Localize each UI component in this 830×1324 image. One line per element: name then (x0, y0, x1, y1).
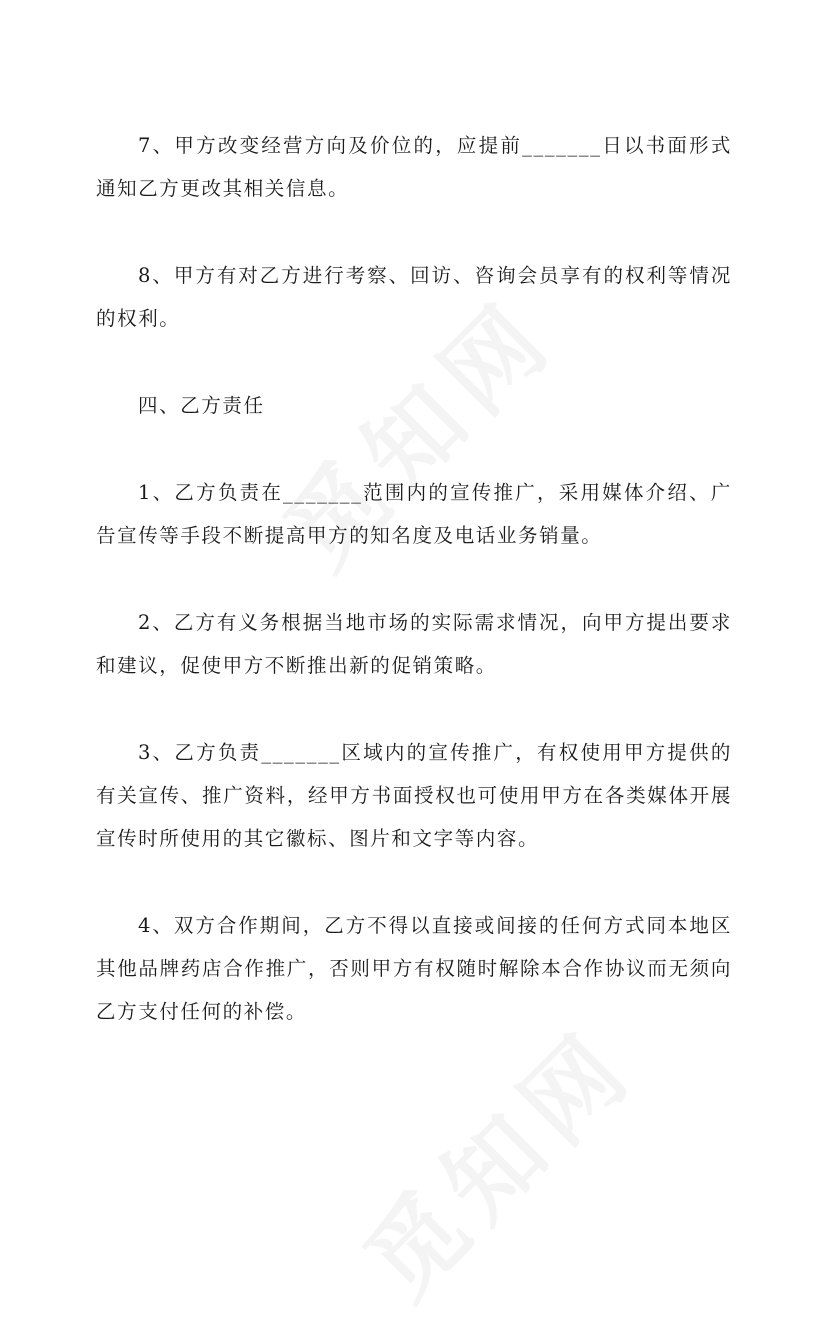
clause-8-paragraph: 8、甲方有对乙方进行考察、回访、咨询会员享有的权利等情况的权利。 (96, 264, 732, 330)
clause-1-paragraph: 1、乙方负责在_______范围内的宣传推广，采用媒体介绍、广告宣传等手段不断提高甲方的知名度及电话业务销量。 (96, 481, 732, 547)
document-body (96, 124, 732, 1033)
clause-3-paragraph: 3、乙方负责_______区域内的宣传推广，有权使用甲方提供的有关宣传、推广资料，经甲方书面授权也可使用甲方在各类媒体开展宣传时所使用的其它徽标、图片和文字等内容。 (96, 741, 732, 850)
clause-4-paragraph: 4、双方合作期间，乙方不得以直接或间接的任何方式同本地区其他品牌药店合作推广，否则甲方有权随时解除本合作协议而无须向乙方支付任何的补偿。 (96, 914, 732, 1023)
clause-2-paragraph: 2、乙方有义务根据当地市场的实际需求情况，向甲方提出要求和建议，促使甲方不断推出新的促销策略。 (96, 611, 732, 677)
clause-7-paragraph: 7、甲方改变经营方向及价位的，应提前_______日以书面形式通知乙方更改其相关信息。 (96, 134, 732, 200)
watermark (330, 993, 660, 1323)
section-heading: 四、乙方责任 (138, 394, 265, 417)
